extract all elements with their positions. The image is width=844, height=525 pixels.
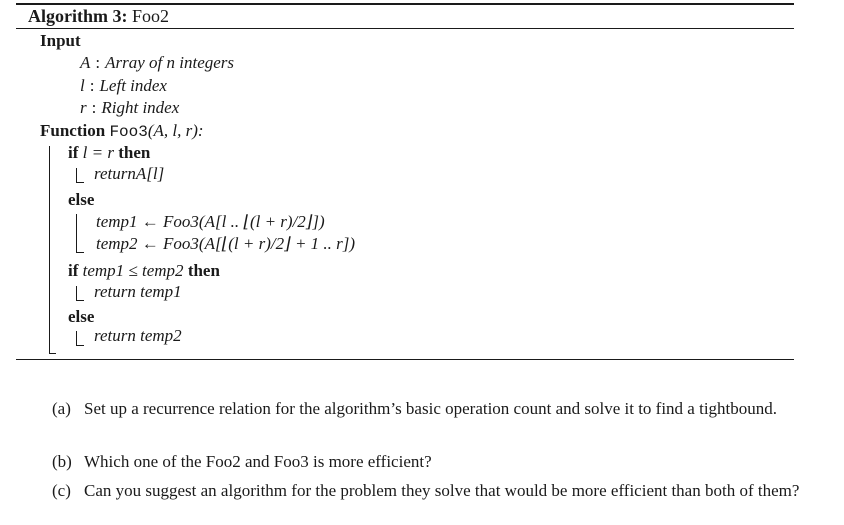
- question-label: (c): [52, 481, 71, 500]
- function-block-hook: [49, 353, 56, 354]
- else2-line: else: [68, 307, 95, 326]
- if2-hook: [76, 300, 84, 301]
- algorithm-label: Algorithm 3:: [28, 6, 128, 26]
- question-a: [52, 397, 778, 443]
- input-r: r : Right index: [80, 98, 180, 117]
- return3-line: return temp2: [94, 326, 182, 345]
- function-keyword: Function: [40, 121, 106, 140]
- algorithm-bottom-rule: [16, 359, 794, 360]
- return1-line: returnA[l]: [94, 164, 165, 183]
- if1-line: if l = r then: [68, 143, 151, 162]
- input-l: l : Left index: [80, 76, 167, 95]
- question-label: (a): [52, 399, 71, 418]
- algorithm-caption-rule: [16, 28, 794, 29]
- if1-hook: [76, 182, 84, 183]
- algorithm-top-rule: [16, 3, 794, 5]
- algorithm-name: Foo2: [131, 6, 169, 26]
- else2-hook: [76, 345, 84, 346]
- question-label: (b): [52, 452, 72, 471]
- else2-bar: [76, 331, 77, 345]
- question-text: Set up a recurrence relation for the algorithm’s basic operation count and solve it to find a tightbound.: [84, 399, 778, 418]
- if2-line: if temp1 ≤ temp2 then: [68, 261, 220, 280]
- function-header: [40, 121, 204, 141]
- function-block-bar: [49, 146, 50, 353]
- else1-line: else: [68, 190, 95, 209]
- question-text: Which one of the Foo2 and Foo3 is more efficient?: [84, 452, 432, 471]
- question-c: [52, 479, 800, 525]
- function-params: (A, l, r):: [147, 121, 204, 140]
- input-heading: Input: [40, 31, 81, 50]
- else1-hook: [76, 252, 84, 253]
- if1-bar: [76, 168, 77, 182]
- return2-line: return temp1: [94, 282, 182, 301]
- algorithm-caption: [28, 6, 169, 27]
- temp2-line: temp2 ← Foo3(A[⌊(l + r)/2⌋ + 1 .. r]): [96, 234, 356, 253]
- function-name: Foo3: [109, 123, 148, 141]
- input-A: A : Array of n integers: [80, 53, 235, 72]
- else1-bar: [76, 214, 77, 252]
- temp1-line: temp1 ← Foo3(A[l .. ⌊(l + r)/2⌋]): [96, 212, 325, 231]
- question-b: [52, 450, 432, 473]
- question-text: Can you suggest an algorithm for the problem they solve that would be more efficient than both of them?: [84, 481, 800, 500]
- if2-bar: [76, 286, 77, 300]
